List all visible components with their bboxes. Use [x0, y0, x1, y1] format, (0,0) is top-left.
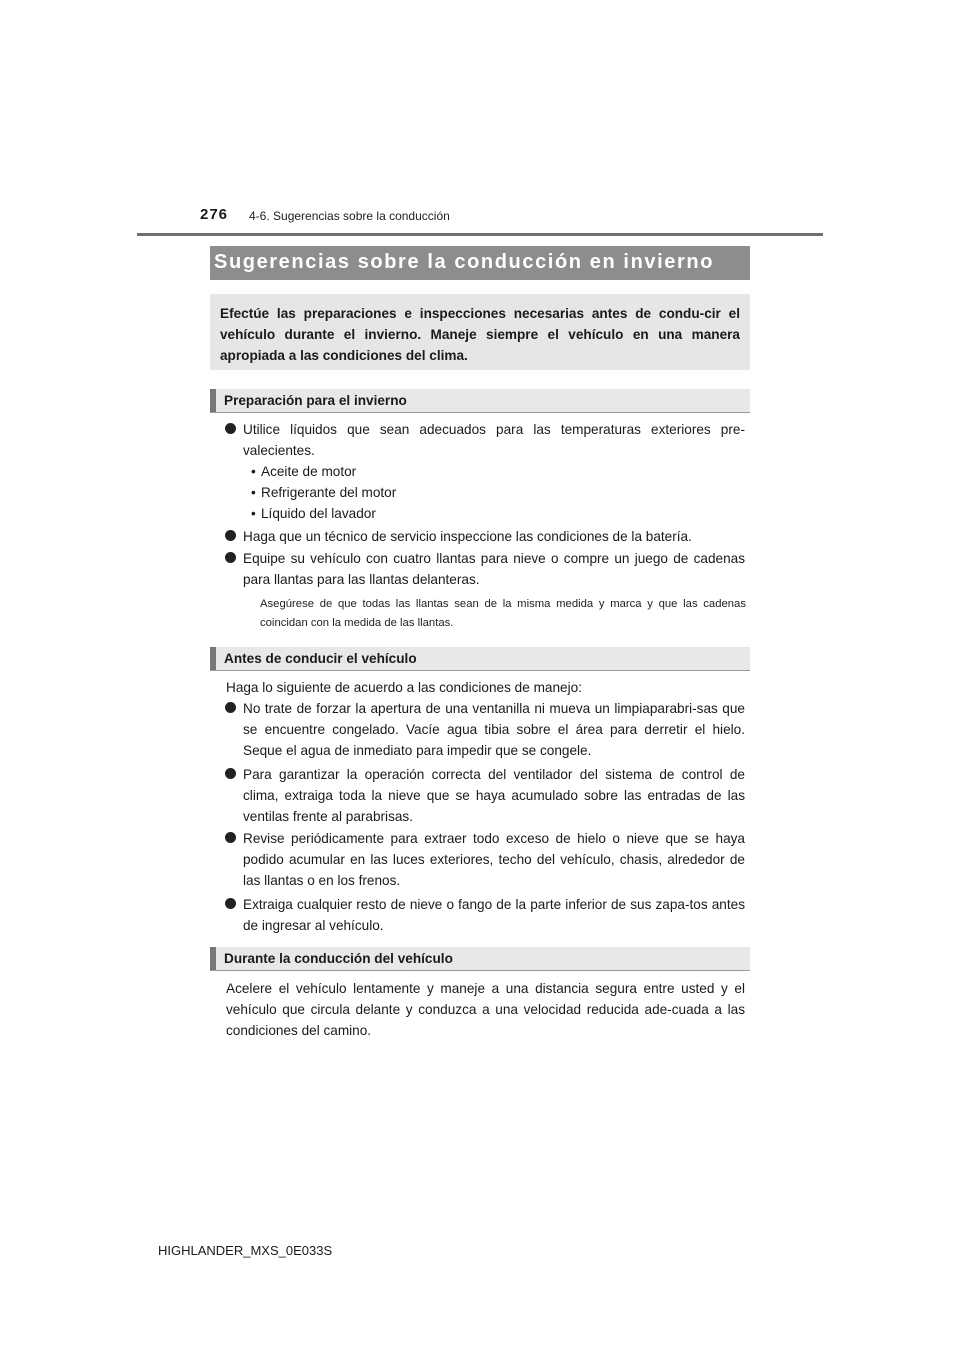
list-item-text: Utilice líquidos que sean adecuados para las temperaturas exteriores pre-valecientes.	[243, 422, 745, 458]
small-bullet-icon: •	[251, 506, 256, 521]
subheading-label: Preparación para el invierno	[224, 393, 407, 408]
header-divider	[137, 233, 823, 236]
page-number: 276	[200, 206, 229, 223]
page-title-bar	[210, 246, 750, 280]
list-item-text: No trate de forzar la apertura de una ventanilla ni mueva un limpiaparabri-sas que se encuentre congelado. Vacíe agua tibia sobre el área para derretir el hielo. Seque el agua de inmediato para impedir que se congele.	[243, 701, 745, 758]
list-item-text: Para garantizar la operación correcta del ventilador del sistema de control de clima, extraiga toda la nieve que se haya acumulado sobre las entradas de las ventilas frente al parabrisas.	[243, 767, 745, 824]
body-text: Acelere el vehículo lentamente y maneje a una distancia segura entre usted y el vehículo que circula delante y conduzca a una velocidad reducida ade-cuada a las condiciones del camino.	[226, 981, 745, 1038]
sub-list-item: • Líquido del lavador	[251, 503, 376, 524]
lead-text: Haga lo siguiente de acuerdo a las condiciones de manejo:	[226, 680, 582, 695]
bullet-icon	[225, 898, 236, 909]
section-path: 4-6. Sugerencias sobre la conducción	[249, 209, 450, 223]
note-text: Asegúrese de que todas las llantas sean de la misma medida y marca y que las cadenas coincidan con la medida de las llantas.	[260, 598, 746, 629]
page-title: Sugerencias sobre la conducción en invierno	[214, 251, 715, 273]
intro-box	[210, 294, 750, 370]
sub-list-item: • Aceite de motor	[251, 461, 356, 482]
list-item-text: Haga que un técnico de servicio inspeccione las condiciones de la batería.	[243, 529, 692, 544]
sub-list-item: • Refrigerante del motor	[251, 482, 396, 503]
intro-text: Efectúe las preparaciones e inspecciones necesarias antes de condu-cir el vehículo durante el invierno. Maneje siempre el vehículo en una manera apropiada a las condiciones del clima.	[220, 306, 740, 363]
subheading-during-driving	[210, 947, 750, 971]
list-item-text: Equipe su vehículo con cuatro llantas para nieve o compre un juego de cadenas para llantas para las llantas delanteras.	[243, 551, 745, 587]
list-item-text: Revise periódicamente para extraer todo exceso de hielo o nieve que se haya podido acumular en las luces exteriores, techo del vehículo, chasis, alrededor de las llantas o en los frenos.	[243, 831, 745, 888]
subheading-before-driving	[210, 647, 750, 671]
list-item	[225, 764, 745, 827]
subheading-label: Durante la conducción del vehículo	[224, 951, 453, 966]
bullet-icon	[225, 530, 236, 541]
list-item	[225, 548, 745, 590]
bullet-icon	[225, 702, 236, 713]
list-item	[225, 419, 745, 461]
bullet-icon	[225, 768, 236, 779]
list-item	[225, 828, 745, 891]
small-bullet-icon: •	[251, 485, 256, 500]
footer-code: HIGHLANDER_MXS_0E033S	[158, 1243, 333, 1258]
small-bullet-icon: •	[251, 464, 256, 479]
subheading-label: Antes de conducir el vehículo	[224, 651, 417, 666]
list-item	[225, 698, 745, 761]
subheading-preparation	[210, 389, 750, 413]
list-item	[225, 894, 745, 936]
bullet-icon	[225, 832, 236, 843]
list-item	[225, 526, 745, 547]
bullet-icon	[225, 423, 236, 434]
bullet-icon	[225, 552, 236, 563]
list-item-text: Extraiga cualquier resto de nieve o fango de la parte inferior de sus zapa-tos antes de ingresar al vehículo.	[243, 897, 745, 933]
